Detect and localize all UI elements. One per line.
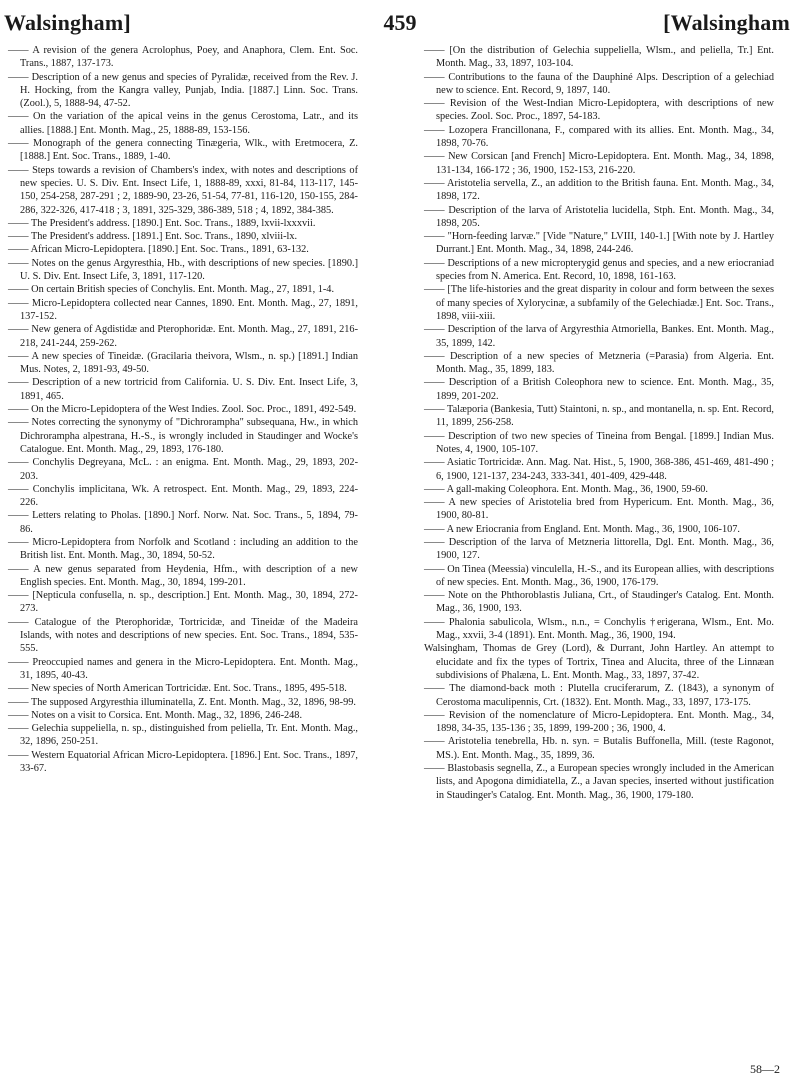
bibliography-entry: —— Western Equatorial African Micro-Lepidoptera. [1896.] Ent. Soc. Trans., 1897, 33-67. (8, 749, 358, 775)
bibliography-entry: —— A new species of Aristotelia bred from Hypericum. Ent. Month. Mag., 36, 1900, 80-81. (424, 497, 774, 522)
right-column (424, 44, 774, 802)
bibliography-entry: —— On certain British species of Conchylis. Ent. Month. Mag., 27, 1891, 1-4. (8, 284, 335, 296)
bibliography-entry: —— Description of the larva of Argyresthia Atmoriella, Bankes. Ent. Month. Mag., 35, 1899, 142. (424, 324, 774, 349)
bibliography-entry: —— [Nepticula confusella, n. sp., description.] Ent. Month. Mag., 30, 1894, 272-273. (8, 590, 358, 615)
bibliography-entry: —— The President's address. [1891.] Ent. Soc. Trans., 1890, xlviii-lx. (8, 231, 298, 243)
bibliography-entry: —— Monograph of the genera connecting Tinægeria, Wlk., with Eretmocera, Z. [1888.] Ent. Soc. Trans., 1889, 1-40. (8, 138, 358, 163)
bibliography-entry: —— Description of a new genus and species of Pyralidæ, received from the Rev. J. H. Hocking, from the Kangra valley, Punjab, India. [1887.] Linn. Soc. Trans. (Zool.), 5, 1888-94, 47-52. (8, 71, 358, 110)
bibliography-entry: —— Description of the larva of Metzneria littorella, Dgl. Ent. Month. Mag., 36, 1900, 127. (424, 536, 774, 562)
bibliography-entry: —— Conchylis Degreyana, McL. : an enigma. Ent. Month. Mag., 29, 1893, 202-203. (8, 457, 358, 482)
bibliography-entry: —— Description of two new species of Tineina from Bengal. [1899.] Indian Mus. Notes, 4, 1900, 105-107. (424, 430, 774, 455)
bibliography-entry: —— The President's address. [1890.] Ent. Soc. Trans., 1889, lxvii-lxxxvii. (8, 217, 316, 229)
bibliography-entry: —— Description of a new species of Metzneria (=Parasia) from Algeria. Ent. Month. Mag., 35, 1899, 183. (424, 350, 774, 376)
bibliography-entry: —— A gall-making Coleophora. Ent. Month. Mag., 36, 1900, 59-60. (424, 483, 708, 495)
running-head-left: Walsingham] (4, 10, 131, 35)
bibliography-entry: —— Contributions to the fauna of the Dauphiné Alps. Description of a gelechiad new to science. Ent. Record, 9, 1897, 140. (424, 71, 774, 96)
bibliography-entry: —— Micro-Lepidoptera collected near Cannes, 1890. Ent. Month. Mag., 27, 1891, 137-152. (8, 297, 358, 322)
bibliography-entry: —— A new Eriocrania from England. Ent. Month. Mag., 36, 1900, 106-107. (424, 523, 741, 535)
bibliography-entry: —— Micro-Lepidoptera from Norfolk and Scotland : including an addition to the British list. Ent. Month. Mag., 30, 1894, 50-52. (8, 536, 358, 562)
left-column (8, 44, 358, 775)
bibliography-entry: —— New species of North American Tortricidæ. Ent. Soc. Trans., 1895, 495-518. (8, 683, 347, 695)
bibliography-entry: —— [On the distribution of Gelechia suppeliella, Wlsm., and peliella, Tr.] Ent. Month. Mag., 33, 1897, 103-104. (424, 45, 774, 70)
bibliography-entry: —— A revision of the genera Acrolophus, Poey, and Anaphora, Clem. Ent. Soc. Trans., 1887, 137-173. (8, 45, 358, 70)
bibliography-entry: —— Asiatic Tortricidæ. Ann. Mag. Nat. Hist., 5, 1900, 368-386, 451-469, 481-490 ; 6, 1900, 121-137, 234-243, 333-341, 401-409, 429-448. (424, 457, 774, 482)
bibliography-entry: —— Description of the larva of Aristotelia lucidella, Stph. Ent. Month. Mag., 34, 1898, 205. (424, 204, 774, 229)
bibliography-entry: —— A new species of Tineidæ. (Gracilaria theivora, Wlsm., n. sp.) [1891.] Indian Mus. Notes, 2, 1891-93, 49-50. (8, 350, 358, 376)
bibliography-entry: —— Blastobasis segnella, Z., a European species wrongly included in the American lists, and Apogona dimidiatella, Z., a Javan species, inserted without justification in Staudinger's Catalog. Ent. Month. Mag., 36, 1900, 179-180. (424, 763, 774, 801)
bibliography-entry: —— On Tinea (Meessia) vinculella, H.-S., and its European allies, with descriptions of new species. Ent. Month. Mag., 36, 1900, 176-179. (424, 563, 774, 588)
bibliography-entry: —— Aristotelia tenebrella, Hb. n. syn. = Butalis Buffonella, Mill. (teste Ragonot, MS.). Ent. Month. Mag., 35, 1899, 36. (424, 736, 774, 761)
page-number: 459 (383, 10, 417, 35)
bibliography-entry: —— Conchylis implicitana, Wk. A retrospect. Ent. Month. Mag., 29, 1893, 224-226. (8, 483, 358, 509)
bibliography-entry: —— Talæporia (Bankesia, Tutt) Staintoni, n. sp., and montanella, n. sp. Ent. Record, 11, 1899, 256-258. (424, 404, 774, 429)
bibliography-entry: —— On the Micro-Lepidoptera of the West Indies. Zool. Soc. Proc., 1891, 492-549. (8, 404, 357, 416)
bibliography-entry: —— Description of a new tortricid from California. U. S. Div. Ent. Insect Life, 3, 1891, 465. (8, 377, 358, 402)
bibliography-entry: —— Preoccupied names and genera in the Micro-Lepidoptera. Ent. Month. Mag., 31, 1895, 40-43. (8, 656, 358, 681)
signature-mark: 58—2 (750, 1062, 780, 1076)
bibliography-entry: —— "Horn-feeding larvæ." [Vide "Nature," LVIII, 140-1.] [With note by J. Hartley Durrant.] Ent. Month. Mag., 34, 1898, 244-246. (424, 231, 774, 256)
bibliography-entry: —— Revision of the nomenclature of Micro-Lepidoptera. Ent. Month. Mag., 34, 1898, 34-35, 135-136 ; 35, 1899, 199-200 ; 36, 1900, 4. (424, 709, 774, 735)
bibliography-entry: —— Letters relating to Pholas. [1890.] Norf. Norw. Nat. Soc. Trans., 5, 1894, 79-86. (8, 510, 358, 535)
bibliography-entry: —— African Micro-Lepidoptera. [1890.] Ent. Soc. Trans., 1891, 63-132. (8, 244, 309, 256)
bibliography-entry: —— The supposed Argyresthia illuminatella, Z. Ent. Month. Mag., 32, 1896, 98-99. (8, 696, 356, 708)
bibliography-entry: —— Aristotelia servella, Z., an addition to the British fauna. Ent. Month. Mag., 34, 1898, 172. (424, 177, 774, 203)
bibliography-entry: —— Description of a British Coleophora new to science. Ent. Month. Mag., 35, 1899, 201-202. (424, 377, 774, 402)
bibliography-entry: Walsingham, Thomas de Grey (Lord), & Durrant, John Hartley. An attempt to elucidate and fix the types of Tortrix, Tinea and Alucita, three of the Linnæan subdivisions of Phalæna, L. Ent. Month. Mag., 33, 1897, 37-42. (424, 643, 774, 681)
bibliography-entry: —— [The life-histories and the great disparity in colour and form between the sexes of many species of Xylorycinæ, a subfamily of the Gelechiadæ.] Ent. Soc. Trans., 1898, viii-xiii. (424, 284, 774, 322)
page-header (0, 10, 800, 40)
bibliography-entry: —— A new genus separated from Heydenia, Hfm., with description of a new English species. Ent. Month. Mag., 30, 1894, 199-201. (8, 563, 358, 588)
bibliography-entry: —— Notes on the genus Argyresthia, Hb., with descriptions of new species. [1890.] U. S. Div. Ent. Insect Life, 3, 1891, 117-120. (8, 257, 358, 283)
bibliography-entry: —— Catalogue of the Pterophoridæ, Tortricidæ, and Tineidæ of the Madeira Islands, with notes and descriptions of new species. Ent. Soc. Trans., 1894, 535-555. (8, 616, 358, 655)
bibliography-entry: —— Revision of the West-Indian Micro-Lepidoptera, with descriptions of new species. Zool. Soc. Proc., 1897, 54-183. (424, 98, 774, 123)
bibliography-entry: —— On the variation of the apical veins in the genus Cerostoma, Latr., and its allies. [1888.] Ent. Month. Mag., 25, 1888-89, 153-156. (8, 111, 358, 136)
bibliography-entry: —— New Corsican [and French] Micro-Lepidoptera. Ent. Month. Mag., 34, 1898, 131-134, 166-172 ; 36, 1900, 152-153, 216-220. (424, 151, 774, 176)
bibliography-entry: —— Descriptions of a new micropterygid genus and species, and a new eriocraniad species from N. America. Ent. Record, 10, 1898, 161-163. (424, 257, 774, 283)
bibliography-entry: —— The diamond-back moth : Plutella cruciferarum, Z. (1843), a synonym of Cerostoma maculipennis, Crt. (1832). Ent. Month. Mag., 33, 1897, 173-175. (424, 683, 774, 708)
bibliography-entry: —— Steps towards a revision of Chambers's index, with notes and descriptions of new species. U. S. Div. Ent. Insect Life, 1, 1888-89, xxxi, 81-84, 113-117, 145-150, 254-258, 287-291 ; 2, 1889-90, 23-26, 51-54, 77-81, 116-120, 150-155, 284-286, 322-326, 417-418 ; 3, 1891, 325-329, 386-389, 518 ; 4, 1892, 384-385. (8, 164, 358, 216)
bibliography-entry: —— New genera of Agdistidæ and Pterophoridæ. Ent. Month. Mag., 27, 1891, 216-218, 241-244, 259-262. (8, 324, 358, 349)
running-head-right: [Walsingham (663, 10, 790, 35)
bibliography-entry: —— Gelechia suppeliella, n. sp., distinguished from peliella, Tr. Ent. Month. Mag., 32, 1896, 250-251. (8, 723, 358, 748)
bibliography-entry: —— Notes on a visit to Corsica. Ent. Month. Mag., 32, 1896, 246-248. (8, 709, 303, 721)
bibliography-entry: —— Note on the Phthoroblastis Juliana, Crt., of Staudinger's Catalog. Ent. Month. Mag., 36, 1900, 193. (424, 590, 774, 615)
bibliography-entry: —— Phalonia sabulicola, Wlsm., n.n., = Conchylis †erigerana, Wlsm., Ent. Mo. Mag., xxvii, 3-4 (1891). Ent. Month. Mag., 36, 1900, 194. (424, 616, 774, 642)
bibliography-entry: —— Notes correcting the synonymy of "Dichrorampha" subsequana, Hw., in which Dichrorampha alpestrana, H.-S., is wrongly included in Staudinger and Wocke's Catalogue. Ent. Month. Mag., 29, 1893, 176-180. (8, 417, 358, 455)
bibliography-entry: —— Lozopera Francillonana, F., compared with its allies. Ent. Month. Mag., 34, 1898, 70-76. (424, 124, 774, 150)
